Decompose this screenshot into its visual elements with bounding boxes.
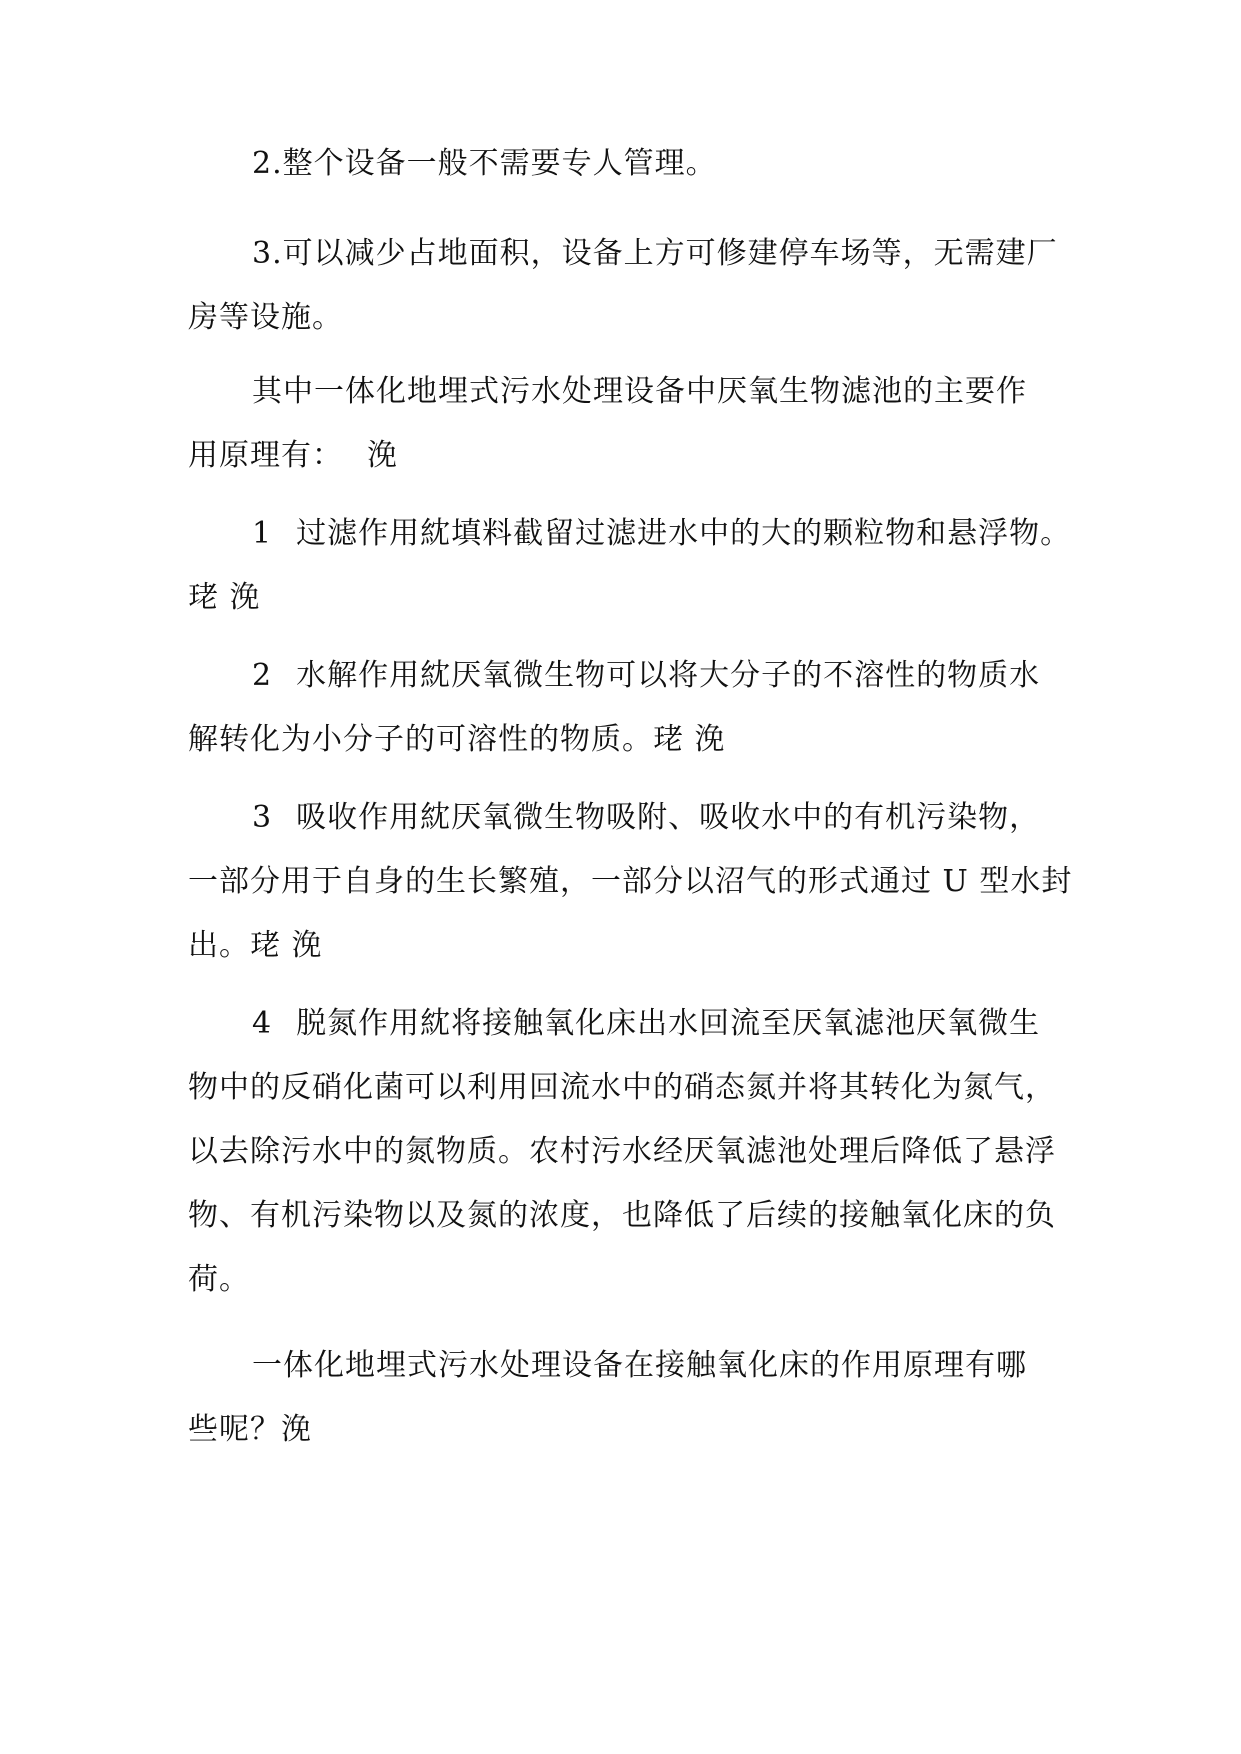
paragraph-line: 一体化地埋式污水处理设备在接触氧化床的作用原理有哪 [252, 1348, 1027, 1383]
paragraph-line [188, 786, 1068, 850]
paragraph-filtration [188, 502, 1072, 630]
item-number: 3 [252, 800, 273, 835]
item-number: 1 [252, 516, 273, 551]
paragraph-line: 荷。 [188, 1262, 250, 1297]
paragraph-hydrolysis [188, 644, 1068, 772]
paragraph-line: 以去除污水中的氮物质。农村污水经厌氧滤池处理后降低了悬浮 [188, 1134, 1056, 1169]
paragraph-line [188, 424, 1068, 488]
paragraph-text: 用原理有： [188, 438, 343, 473]
paragraph-text: 脱氮作用紞将接触氧化床出水回流至厌氧滤池厌氧微生 [296, 1006, 1041, 1041]
paragraph-line: 3.可以减少占地面积，设备上方可修建停车场等，无需建厂 [252, 236, 1058, 271]
paragraph-line: 2.整个设备一般不需要专人管理。 [252, 146, 717, 181]
paragraph-line: 解转化为小分子的可溶性的物质。珯 浼 [188, 722, 726, 757]
paragraph-text: 过滤作用紞填料截留过滤进水中的大的颗粒物和悬浮物。 [296, 516, 1072, 551]
item-number: 2 [252, 658, 273, 693]
paragraph-text: 浼 [367, 438, 398, 473]
paragraph-line: 一部分用于自身的生长繁殖，一部分以沼气的形式通过 U 型水封 [188, 864, 1073, 899]
paragraph-line: 出。珯 浼 [188, 928, 323, 963]
paragraph-line: 些呢？浼 [188, 1412, 312, 1447]
paragraph-line: 物、有机污染物以及氮的浓度，也降低了后续的接触氧化床的负 [188, 1198, 1056, 1233]
paragraph-advantage-2 [188, 132, 1068, 196]
paragraph-line: 其中一体化地埋式污水处理设备中厌氧生物滤池的主要作 [252, 374, 1027, 409]
paragraph-contact-oxidation-question [188, 1334, 1068, 1462]
paragraph-denitrification [188, 992, 1068, 1312]
paragraph-line [188, 502, 1072, 566]
paragraph-line [188, 992, 1068, 1056]
paragraph-line: 物中的反硝化菌可以利用回流水中的硝态氮并将其转化为氮气， [188, 1070, 1056, 1105]
paragraph-anaerobic-filter-intro [188, 360, 1068, 488]
paragraph-absorption [188, 786, 1073, 978]
paragraph-text: 水解作用紞厌氧微生物可以将大分子的不溶性的物质水 [296, 658, 1041, 693]
paragraph-advantage-3 [188, 222, 1068, 350]
paragraph-line: 珯 浼 [188, 580, 261, 615]
item-number: 4 [252, 1006, 273, 1041]
paragraph-line [188, 644, 1068, 708]
paragraph-line: 房等设施。 [188, 300, 343, 335]
paragraph-text: 吸收作用紞厌氧微生物吸附、吸收水中的有机污染物， [296, 800, 1041, 835]
